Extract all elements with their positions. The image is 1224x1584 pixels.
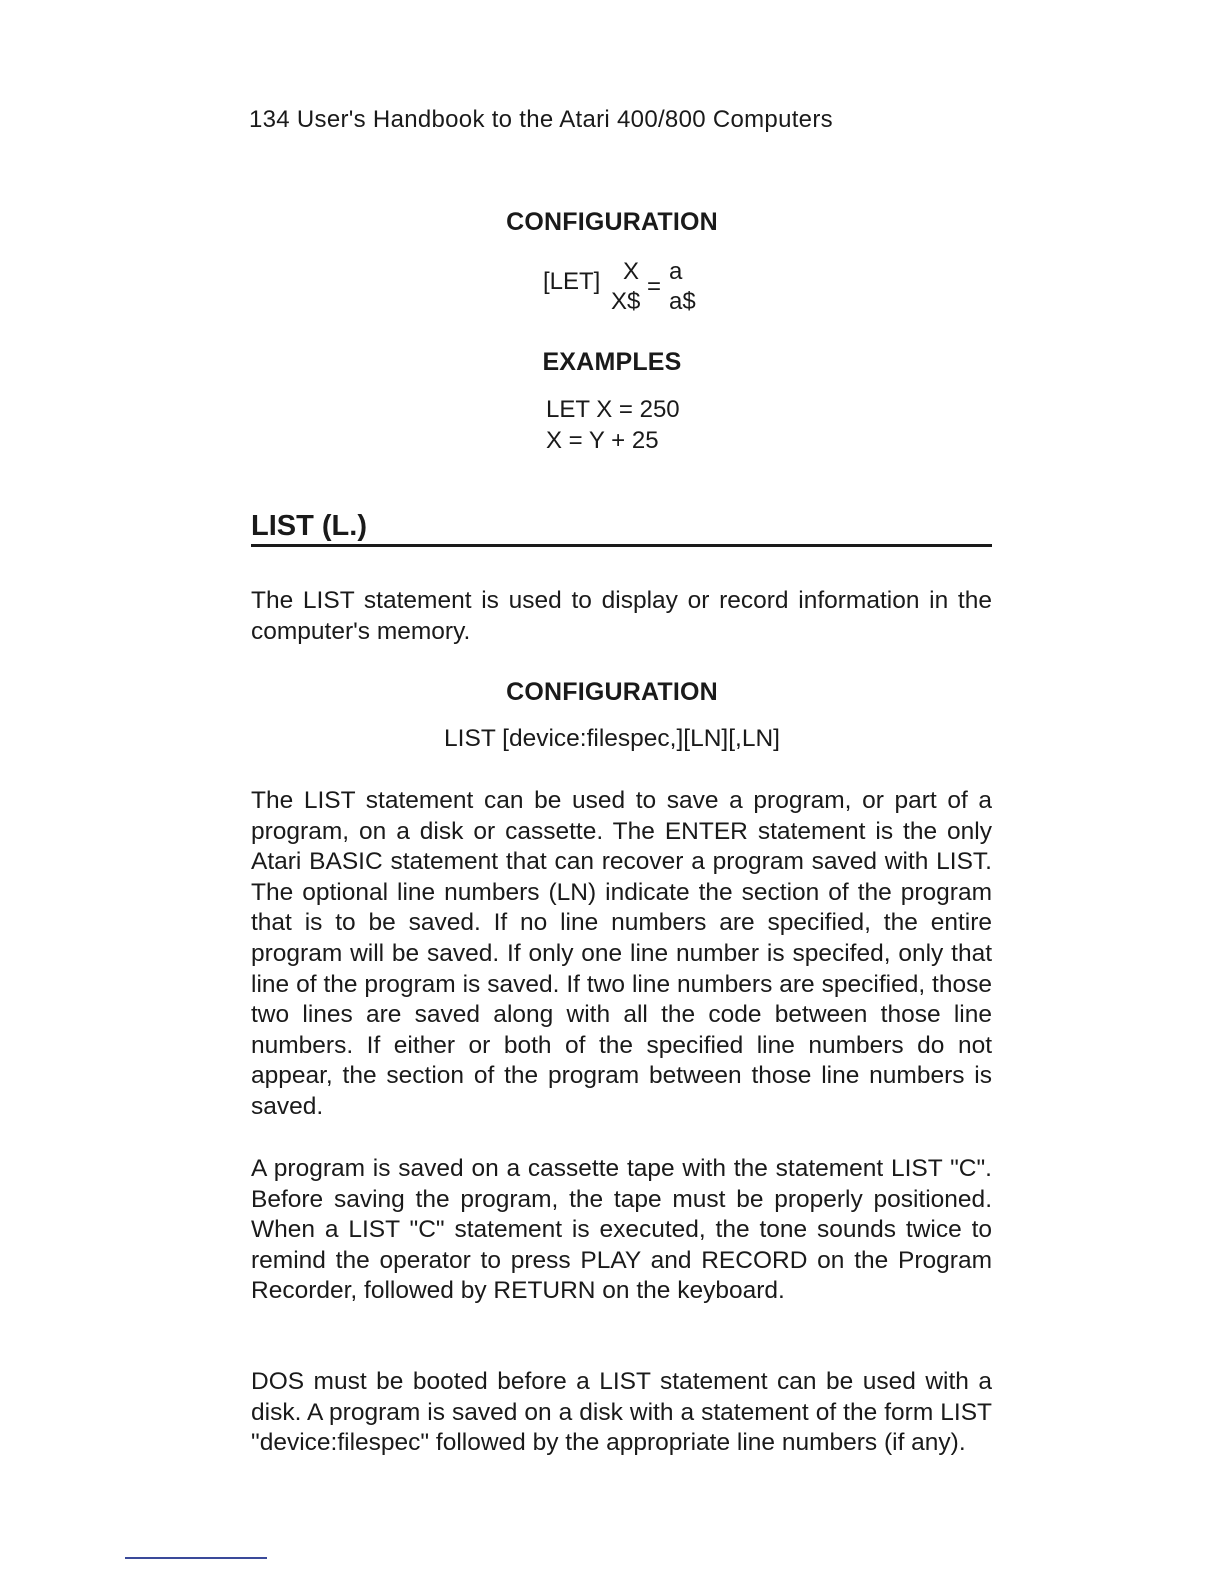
let-configuration-heading: CONFIGURATION (506, 208, 718, 236)
example-line: LET X = 250 (546, 396, 680, 423)
list-configuration-syntax: LIST [device:filespec,][LN][,LN] (444, 725, 780, 752)
formula-right-top: a (669, 258, 683, 285)
footer-rule (125, 1557, 267, 1559)
formula-left-bottom: X$ (611, 288, 641, 315)
list-body-paragraph-3: DOS must be booted before a LIST statement can be used with a disk. A program is saved on a disk with a statement of the form LIST "device:filespec" followed by the appropriate line numbers (if any). (251, 1368, 992, 1457)
formula-left-top: X (623, 258, 640, 285)
list-configuration-heading: CONFIGURATION (506, 678, 718, 706)
example-line: X = Y + 25 (546, 427, 659, 454)
formula-right-bottom: a$ (669, 288, 696, 315)
let-examples (546, 394, 680, 456)
section-divider (251, 544, 992, 547)
list-body-paragraph-2: A program is saved on a cassette tape with the statement LIST "C". Before saving the program, the tape must be properly positioned. When a LIST "C" statement is executed, the tone sounds twice to remind the operator to press PLAY and RECORD on the Program Recorder, followed by RETURN on the keyboard. (251, 1155, 992, 1305)
list-intro-paragraph: The LIST statement is used to display or record information in the computer's memory. (251, 587, 992, 645)
list-body-paragraph-1: The LIST statement can be used to save a program, or part of a program, on a disk or cassette. The ENTER statement is the only Atari BASIC statement that can recover a program saved with LIST. The optional line numbers (LN) indicate the section of the program that is to be saved. If no line numbers are specified, the entire program will be saved. If only one line number is specifed, only that line of the program is saved. If two line numbers are specified, those two lines are saved along with all the code between those line numbers. If either or both of the specified line numbers do not appear, the section of the program between those line numbers is saved. (251, 787, 992, 1120)
let-configuration-formula (543, 258, 703, 322)
list-section-title: LIST (L.) (251, 510, 367, 542)
formula-keyword: [LET] (543, 268, 601, 295)
formula-operator: = (647, 273, 662, 300)
running-head: 134 User's Handbook to the Atari 400/800 Computers (249, 106, 833, 133)
let-examples-heading: EXAMPLES (542, 348, 682, 376)
